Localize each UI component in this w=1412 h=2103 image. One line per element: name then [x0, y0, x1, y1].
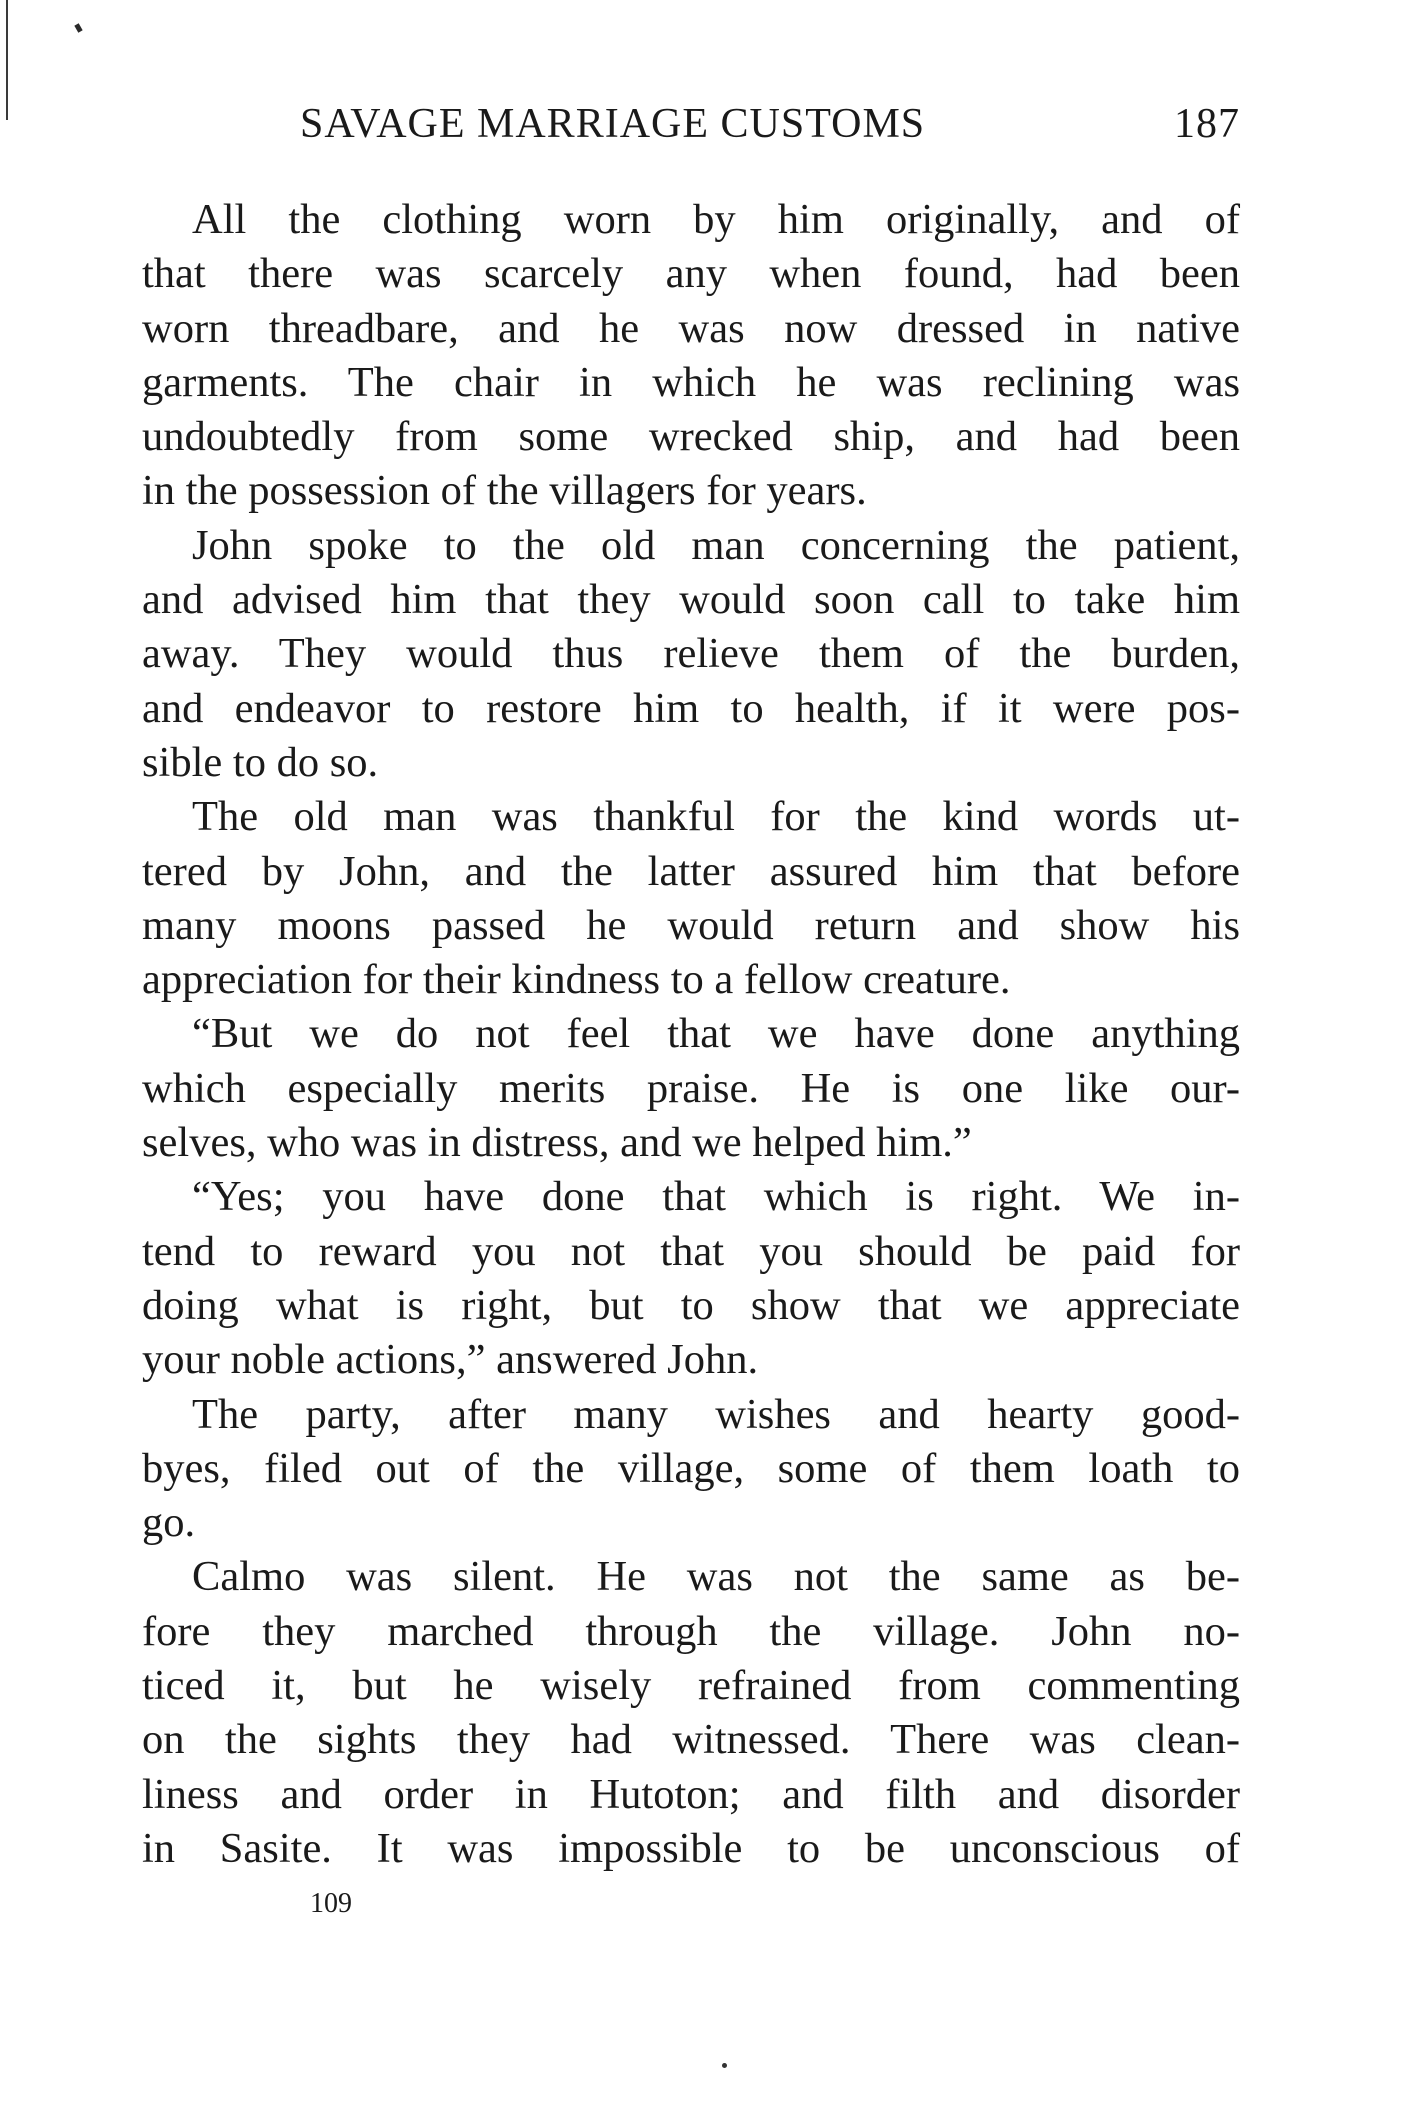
text-line: sible to do so. — [142, 738, 379, 786]
text-line: appreciation for their kindness to a fellow creature. — [142, 956, 1011, 1004]
text-line: The party, after many wishes and hearty good- — [192, 1390, 1240, 1438]
text-line: and advised him that they would soon call to take him — [142, 576, 1240, 624]
scan-edge-line — [6, 0, 8, 120]
text-line: doing what is right, but to show that we appreciate — [142, 1281, 1240, 1329]
text-line: which especially merits praise. He is one like our- — [142, 1064, 1240, 1112]
text-line: ticed it, but he wisely refrained from commenting — [142, 1662, 1240, 1710]
text-line: Calmo was silent. He was not the same as be- — [192, 1553, 1240, 1601]
text-line: “But we do not feel that we have done anything — [192, 1010, 1240, 1058]
text-line: on the sights they had witnessed. There was clean- — [142, 1716, 1240, 1764]
text-line: garments. The chair in which he was reclining was — [142, 358, 1240, 406]
text-line: away. They would thus relieve them of the burden, — [142, 630, 1240, 678]
text-line: fore they marched through the village. John no- — [142, 1607, 1240, 1655]
ink-mark — [74, 23, 82, 32]
text-line: tered by John, and the latter assured him that before — [142, 847, 1240, 895]
text-line: byes, filed out of the village, some of them loath to — [142, 1444, 1240, 1492]
text-line: your noble actions,” answered John. — [142, 1336, 759, 1384]
text-line: in Sasite. It was impossible to be unconscious of — [142, 1824, 1240, 1872]
text-line: in the possession of the villagers for years. — [142, 467, 867, 515]
page-number: 187 — [1174, 101, 1240, 147]
text-line: selves, who was in distress, and we helped him.” — [142, 1119, 972, 1167]
ink-speck — [722, 2063, 727, 2068]
body-text — [142, 193, 1240, 1876]
text-line: The old man was thankful for the kind words ut- — [192, 793, 1240, 841]
text-line: liness and order in Hutoton; and filth and disorder — [142, 1770, 1240, 1818]
text-line: All the clothing worn by him originally, and of — [192, 196, 1240, 243]
running-head — [300, 100, 1240, 160]
text-line: many moons passed he would return and show his — [142, 901, 1240, 949]
text-line: go. — [142, 1499, 196, 1547]
text-line: John spoke to the old man concerning the patient, — [192, 521, 1240, 569]
signature-mark: 109 — [310, 1888, 352, 1919]
running-head-title: SAVAGE MARRIAGE CUSTOMS — [300, 101, 926, 147]
text-line: “Yes; you have done that which is right. We in- — [192, 1173, 1240, 1221]
text-line: and endeavor to restore him to health, if it were pos- — [142, 684, 1240, 732]
text-line: that there was scarcely any when found, had been — [142, 250, 1240, 298]
text-line: worn threadbare, and he was now dressed in native — [142, 304, 1240, 352]
text-line: tend to reward you not that you should be paid for — [142, 1227, 1240, 1275]
text-line: undoubtedly from some wrecked ship, and had been — [142, 413, 1240, 461]
